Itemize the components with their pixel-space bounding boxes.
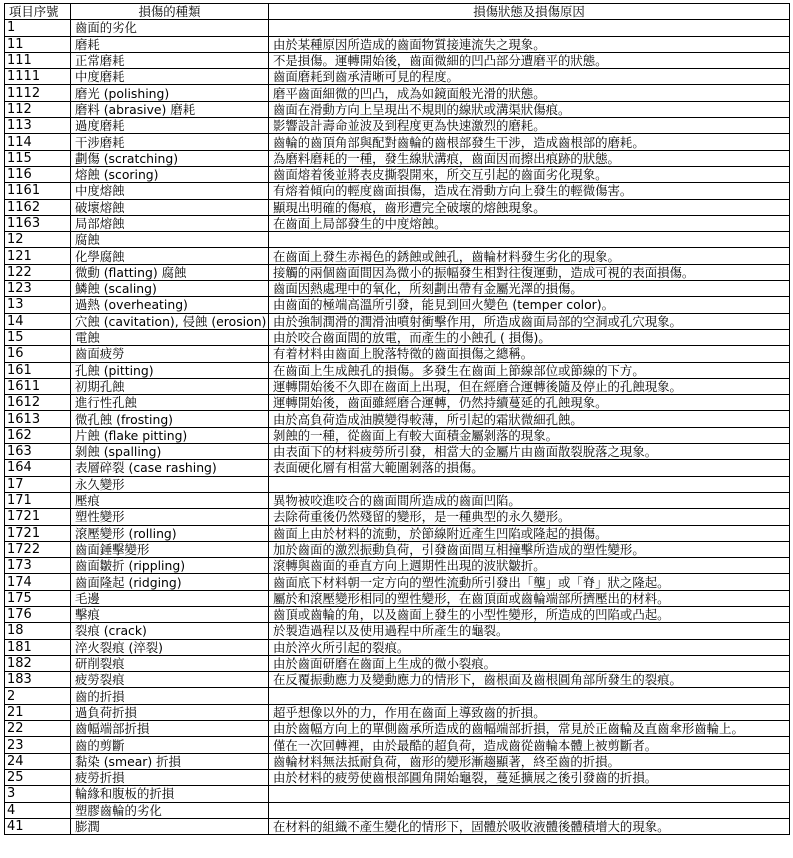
row-type-cell: 中度熔蝕 <box>71 183 269 199</box>
row-id-cell: 1162 <box>5 199 71 215</box>
row-type-cell: 齒的折損 <box>71 688 269 704</box>
table-row <box>5 20 790 36</box>
row-type-cell: 干涉磨耗 <box>71 134 269 150</box>
row-type-cell: 齒面隆起 (ridging) <box>71 574 269 590</box>
row-id-cell: 12 <box>5 232 71 248</box>
table-row <box>5 623 790 639</box>
row-type-cell: 局部熔蝕 <box>71 215 269 231</box>
row-type-cell: 齒面疲勞 <box>71 346 269 362</box>
row-type-cell: 微動 (flatting) 腐蝕 <box>71 264 269 280</box>
row-id-cell: 23 <box>5 737 71 753</box>
row-desc-cell: 在材料的組織不產生變化的情形下，固體於吸收液體後體積增大的現象。 <box>269 818 790 834</box>
row-type-cell: 研削裂痕 <box>71 655 269 671</box>
row-type-cell: 化學腐蝕 <box>71 248 269 264</box>
row-type-cell: 齒面的劣化 <box>71 20 269 36</box>
row-desc-cell: 去除荷重後仍然殘留的變形，是一種典型的永久變形。 <box>269 509 790 525</box>
row-desc-cell: 在齒面上局部發生的中度熔蝕。 <box>269 215 790 231</box>
row-id-cell: 1613 <box>5 411 71 427</box>
row-desc-cell: 齒面磨耗到齒承清晰可見的程度。 <box>269 69 790 85</box>
row-desc-cell: 屬於和滾壓變形相同的塑性變形，在齒頂面或齒輪端部所擠壓出的材料。 <box>269 590 790 606</box>
row-desc-cell: 由於強制潤滑的潤滑油噴射衝擊作用，所造成齒面局部的空洞或孔穴現象。 <box>269 313 790 329</box>
row-id-cell: 2 <box>5 688 71 704</box>
row-id-cell: 163 <box>5 444 71 460</box>
row-desc-cell: 加於齒面的激烈振動負荷，引發齒面間互相撞擊所造成的塑性變形。 <box>269 541 790 557</box>
table-row <box>5 509 790 525</box>
row-desc-cell: 異物被咬進咬合的齒面間所造成的齒面凹陷。 <box>269 492 790 508</box>
table-row <box>5 264 790 280</box>
table-row <box>5 134 790 150</box>
row-type-cell: 滾壓變形 (rolling) <box>71 525 269 541</box>
row-id-cell: 24 <box>5 753 71 769</box>
row-id-cell: 18 <box>5 623 71 639</box>
row-id-cell: 41 <box>5 818 71 834</box>
table-row <box>5 590 790 606</box>
row-id-cell: 1721 <box>5 525 71 541</box>
row-id-cell: 11 <box>5 36 71 52</box>
header-type: 損傷的種類 <box>71 4 269 20</box>
row-desc-cell <box>269 688 790 704</box>
table-row <box>5 52 790 68</box>
row-id-cell: 175 <box>5 590 71 606</box>
table-row <box>5 85 790 101</box>
row-id-cell: 1163 <box>5 215 71 231</box>
row-type-cell: 裂痕 (crack) <box>71 623 269 639</box>
table-row <box>5 606 790 622</box>
table-row <box>5 688 790 704</box>
row-desc-cell: 由於咬合齒面間的放電，而產生的小蝕孔 ( 損傷)。 <box>269 329 790 345</box>
row-id-cell: 114 <box>5 134 71 150</box>
gear-damage-table <box>4 3 790 835</box>
row-id-cell: 122 <box>5 264 71 280</box>
row-id-cell: 22 <box>5 721 71 737</box>
table-row <box>5 460 790 476</box>
row-type-cell: 過度磨耗 <box>71 118 269 134</box>
row-desc-cell <box>269 20 790 36</box>
row-type-cell: 疲勞折損 <box>71 769 269 785</box>
table-row <box>5 215 790 231</box>
row-desc-cell: 在反覆振動應力及變動應力的情形下，齒根面及齒根圓角部所發生的裂痕。 <box>269 672 790 688</box>
row-desc-cell: 滾轉與齒面的垂直方向上週期性出現的波狀皺折。 <box>269 558 790 574</box>
table-row <box>5 818 790 834</box>
table-row <box>5 150 790 166</box>
row-type-cell: 淬火裂痕 (淬裂) <box>71 639 269 655</box>
row-id-cell: 1611 <box>5 378 71 394</box>
table-row <box>5 444 790 460</box>
row-type-cell: 破壞熔蝕 <box>71 199 269 215</box>
table-row <box>5 183 790 199</box>
table-row <box>5 411 790 427</box>
row-desc-cell: 齒面在滑動方向上呈現出不規則的線狀或溝渠狀傷痕。 <box>269 101 790 117</box>
row-desc-cell: 齒面熔着後並將表皮撕裂開來，所交互引起的齒面劣化現象。 <box>269 166 790 182</box>
row-type-cell: 永久變形 <box>71 476 269 492</box>
row-desc-cell: 有着材料由齒面上脫落特徵的齒面損傷之總稱。 <box>269 346 790 362</box>
table-row <box>5 118 790 134</box>
table-row <box>5 753 790 769</box>
table-row <box>5 574 790 590</box>
row-type-cell: 磨耗 <box>71 36 269 52</box>
table-row <box>5 525 790 541</box>
row-desc-cell: 運轉開始後，齒面雖經磨合運轉，仍然持續蔓延的孔蝕現象。 <box>269 395 790 411</box>
row-desc-cell: 有熔着傾向的輕度齒面損傷，造成在滑動方向上發生的輕微傷害。 <box>269 183 790 199</box>
row-type-cell: 塑膠齒輪的劣化 <box>71 802 269 818</box>
row-desc-cell: 齒頂或齒輪的角，以及齒面上發生的小型性變形，所造成的凹陷或凸起。 <box>269 606 790 622</box>
row-id-cell: 3 <box>5 786 71 802</box>
row-type-cell: 輪緣和腹板的折損 <box>71 786 269 802</box>
table-row <box>5 313 790 329</box>
row-id-cell: 181 <box>5 639 71 655</box>
row-desc-cell: 由於材料的疲勞使齒根部圓角開始龜裂，蔓延擴展之後引發齒的折損。 <box>269 769 790 785</box>
row-desc-cell: 僅在一次回轉裡，由於最酷的超負荷，造成齒從齒輪本體上被剪斷者。 <box>269 737 790 753</box>
row-id-cell: 183 <box>5 672 71 688</box>
table-row <box>5 639 790 655</box>
row-type-cell: 初期孔蝕 <box>71 378 269 394</box>
row-desc-cell: 由表面下的材料疲勞所引發，相當大的金屬片由齒面散裂脫落之現象。 <box>269 444 790 460</box>
table-row <box>5 427 790 443</box>
row-type-cell: 齒面皺折 (rippling) <box>71 558 269 574</box>
table-row <box>5 655 790 671</box>
row-type-cell: 穴蝕 (cavitation), 侵蝕 (erosion) <box>71 313 269 329</box>
row-type-cell: 中度磨耗 <box>71 69 269 85</box>
row-id-cell: 182 <box>5 655 71 671</box>
row-id-cell: 111 <box>5 52 71 68</box>
row-id-cell: 14 <box>5 313 71 329</box>
row-type-cell: 疲勞裂痕 <box>71 672 269 688</box>
row-type-cell: 毛邊 <box>71 590 269 606</box>
row-id-cell: 17 <box>5 476 71 492</box>
row-id-cell: 112 <box>5 101 71 117</box>
row-desc-cell: 接觸的兩個齒面間因為微小的振幅發生相對往復運動，造成可視的表面損傷。 <box>269 264 790 280</box>
row-id-cell: 121 <box>5 248 71 264</box>
row-type-cell: 壓痕 <box>71 492 269 508</box>
header-row <box>5 4 790 20</box>
table-row <box>5 395 790 411</box>
row-type-cell: 齒的剪斷 <box>71 737 269 753</box>
table-row <box>5 476 790 492</box>
row-type-cell: 熔蝕 (scoring) <box>71 166 269 182</box>
row-type-cell: 剝蝕 (spalling) <box>71 444 269 460</box>
row-type-cell: 表層碎裂 (case rashing) <box>71 460 269 476</box>
row-desc-cell: 由於淬火所引起的裂痕。 <box>269 639 790 655</box>
row-type-cell: 鱗蝕 (scaling) <box>71 281 269 297</box>
table-row <box>5 346 790 362</box>
table-row <box>5 378 790 394</box>
row-desc-cell: 齒面因熱處理中的氧化，所刻劃出帶有金屬光澤的損傷。 <box>269 281 790 297</box>
table-row <box>5 329 790 345</box>
table-row <box>5 769 790 785</box>
row-desc-cell: 由齒面的極端高溫所引發，能見到回火變色 (temper color)。 <box>269 297 790 313</box>
table-row <box>5 166 790 182</box>
row-desc-cell: 在齒面上發生赤褐色的銹蝕或蝕孔，齒輪材料發生劣化的現象。 <box>269 248 790 264</box>
row-desc-cell: 由於齒面研磨在齒面上生成的微小裂痕。 <box>269 655 790 671</box>
table-row <box>5 362 790 378</box>
row-type-cell: 磨料 (abrasive) 磨耗 <box>71 101 269 117</box>
row-desc-cell: 不是損傷。運轉開始後，齒面微細的凹凸部分遭磨平的狀態。 <box>269 52 790 68</box>
table-row <box>5 297 790 313</box>
row-type-cell: 齒幅端部折損 <box>71 721 269 737</box>
row-desc-cell: 運轉開始後不久即在齒面上出現，但在經磨合運轉後隨及停止的孔蝕現象。 <box>269 378 790 394</box>
row-id-cell: 1 <box>5 20 71 36</box>
header-id: 項目序號 <box>5 4 71 20</box>
row-type-cell: 片蝕 (flake pitting) <box>71 427 269 443</box>
row-id-cell: 113 <box>5 118 71 134</box>
row-desc-cell: 表面硬化層有相當大範圍剝落的損傷。 <box>269 460 790 476</box>
table-body <box>5 20 790 835</box>
row-desc-cell: 由於高負荷造成油膜變得較薄，所引起的霜狀微細孔蝕。 <box>269 411 790 427</box>
row-type-cell: 腐蝕 <box>71 232 269 248</box>
row-id-cell: 116 <box>5 166 71 182</box>
table-row <box>5 704 790 720</box>
row-desc-cell: 齒面底下材料朝一定方向的塑性流動所引發出「壟」或「脊」狀之隆起。 <box>269 574 790 590</box>
row-id-cell: 115 <box>5 150 71 166</box>
table-row <box>5 721 790 737</box>
table-row <box>5 492 790 508</box>
row-type-cell: 塑性變形 <box>71 509 269 525</box>
table-row <box>5 101 790 117</box>
row-desc-cell: 為磨料磨耗的一種，發生線狀溝痕，齒面因而擦出痕跡的狀態。 <box>269 150 790 166</box>
row-id-cell: 25 <box>5 769 71 785</box>
row-type-cell: 擊痕 <box>71 606 269 622</box>
table-row <box>5 69 790 85</box>
row-type-cell: 齒面錘擊變形 <box>71 541 269 557</box>
row-type-cell: 進行性孔蝕 <box>71 395 269 411</box>
row-id-cell: 13 <box>5 297 71 313</box>
row-desc-cell <box>269 476 790 492</box>
row-desc-cell <box>269 786 790 802</box>
row-id-cell: 15 <box>5 329 71 345</box>
row-id-cell: 164 <box>5 460 71 476</box>
table-row <box>5 232 790 248</box>
row-id-cell: 174 <box>5 574 71 590</box>
row-id-cell: 1612 <box>5 395 71 411</box>
table-row <box>5 786 790 802</box>
row-desc-cell <box>269 802 790 818</box>
row-id-cell: 171 <box>5 492 71 508</box>
row-type-cell: 微孔蝕 (frosting) <box>71 411 269 427</box>
row-id-cell: 1721 <box>5 509 71 525</box>
row-desc-cell: 超乎想像以外的力，作用在齒面上導致齒的折損。 <box>269 704 790 720</box>
row-desc-cell: 齒輪的齒頂角部與配對齒輪的齒根部發生干涉，造成齒根部的磨耗。 <box>269 134 790 150</box>
row-desc-cell: 齒面上由於材料的流動，於節線附近產生凹陷或隆起的損傷。 <box>269 525 790 541</box>
row-id-cell: 16 <box>5 346 71 362</box>
row-type-cell: 正常磨耗 <box>71 52 269 68</box>
row-desc-cell: 由於某種原因所造成的齒面物質接連流失之現象。 <box>269 36 790 52</box>
row-type-cell: 磨光 (polishing) <box>71 85 269 101</box>
table-row <box>5 737 790 753</box>
row-desc-cell: 齒輪材料無法抵耐負荷，齒形的變形漸趨顯著，終至齒的折損。 <box>269 753 790 769</box>
row-id-cell: 21 <box>5 704 71 720</box>
row-id-cell: 162 <box>5 427 71 443</box>
row-type-cell: 電蝕 <box>71 329 269 345</box>
row-desc-cell: 磨平齒面細微的凹凸，成為如鏡面般光滑的狀態。 <box>269 85 790 101</box>
table-row <box>5 281 790 297</box>
row-desc-cell: 在齒面上生成蝕孔的損傷。多發生在齒面上節線部位或節線的下方。 <box>269 362 790 378</box>
table-row <box>5 248 790 264</box>
row-id-cell: 1722 <box>5 541 71 557</box>
row-desc-cell: 顯現出明確的傷痕，齒形遭完全破壞的熔蝕現象。 <box>269 199 790 215</box>
table-row <box>5 558 790 574</box>
row-desc-cell: 於製造過程以及使用過程中所產生的龜裂。 <box>269 623 790 639</box>
table-row <box>5 672 790 688</box>
row-desc-cell: 由於齒幅方向上的單側齒承所造成的齒幅端部折損，常見於正齒輪及直齒傘形齒輪上。 <box>269 721 790 737</box>
table-row <box>5 199 790 215</box>
row-id-cell: 161 <box>5 362 71 378</box>
row-desc-cell: 影響設計壽命並波及到程度更為快速激烈的磨耗。 <box>269 118 790 134</box>
row-id-cell: 173 <box>5 558 71 574</box>
row-id-cell: 1111 <box>5 69 71 85</box>
row-id-cell: 1112 <box>5 85 71 101</box>
row-type-cell: 孔蝕 (pitting) <box>71 362 269 378</box>
header-desc: 損傷狀態及損傷原因 <box>269 4 790 20</box>
row-id-cell: 4 <box>5 802 71 818</box>
row-desc-cell: 剝蝕的一種，從齒面上有較大面積金屬剝落的現象。 <box>269 427 790 443</box>
row-type-cell: 黏染 (smear) 折損 <box>71 753 269 769</box>
row-id-cell: 1161 <box>5 183 71 199</box>
table-row <box>5 802 790 818</box>
row-id-cell: 176 <box>5 606 71 622</box>
row-type-cell: 膨潤 <box>71 818 269 834</box>
row-type-cell: 劃傷 (scratching) <box>71 150 269 166</box>
row-id-cell: 123 <box>5 281 71 297</box>
table-row <box>5 36 790 52</box>
table-row <box>5 541 790 557</box>
row-type-cell: 過負荷折損 <box>71 704 269 720</box>
row-type-cell: 過熱 (overheating) <box>71 297 269 313</box>
row-desc-cell <box>269 232 790 248</box>
